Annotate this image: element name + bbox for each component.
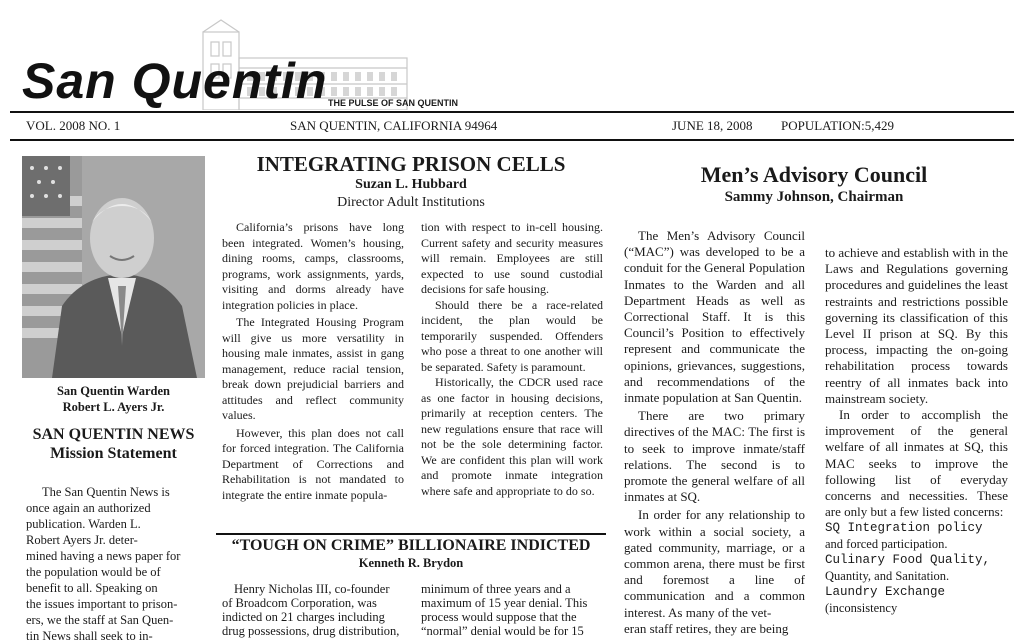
- article2-column2: [421, 582, 605, 638]
- photo-caption-line2: Robert L. Ayers Jr.: [62, 400, 165, 414]
- mission-line: once again an authorized: [26, 501, 151, 515]
- concern-item: SQ Integration policy: [825, 521, 983, 536]
- article2-line: of Broadcom Corporation, was: [222, 596, 377, 610]
- article2-line: indicted on 21 charges including: [222, 610, 385, 624]
- article1-paragraph: tion with respect to in-cell housing. Current safety and security measures will remain. Employees are still expected to use sound custodial decisions for safe housing.: [421, 220, 603, 296]
- article2-line: process would suppose that the: [421, 610, 577, 624]
- mission-subtitle: Mission Statement: [50, 445, 177, 462]
- article1-column1: [222, 220, 404, 503]
- article3-paragraph: to achieve and establish with in the Laws and Regulations governing procedures and guidelines the least restraints and restrictions possible governing its classification of this Level II prison at SQ. By this process, impacting the on-going rehabilitation process towards reentry of all inmates back into mainstream society.: [825, 245, 1008, 406]
- population-count: POPULATION:5,429: [781, 118, 895, 133]
- article3-column2: [825, 245, 1008, 616]
- mission-text: [26, 484, 204, 644]
- article2-line: minimum of three years and a: [421, 582, 571, 596]
- mission-line: The San Quentin News is: [42, 485, 170, 499]
- mission-line: tin News shall seek to in-: [26, 629, 153, 643]
- masthead-tagline: THE PULSE OF SAN QUENTIN: [328, 98, 459, 108]
- warden-portrait-illustration: [22, 156, 205, 378]
- issue-date: JUNE 18, 2008: [672, 118, 753, 133]
- article2-column1: [222, 582, 406, 638]
- article1-byline: Suzan L. Hubbard: [355, 177, 467, 192]
- article2-line: maximum of 15 year denial. This: [421, 596, 588, 610]
- mission-line: ers, we the staff at San Quen-: [26, 613, 174, 627]
- article3-paragraph: The Men’s Advisory Council (“MAC”) was developed to be a conduit for the General Population Inmates to the Warden and all Department Heads as well as Correctional Staff. It is this Council’s Position to effectively represent and communicate the opinions, grievances, suggestions, and recommendations of the inmate population at San Quentin.: [624, 228, 805, 406]
- location: SAN QUENTIN, CALIFORNIA 94964: [290, 118, 498, 133]
- article3-paragraph: There are two primary directives of the MAC: The first is to seek to improve inmate/staff relations. The second is to promote the general welfare of all inmates at SQ.: [624, 408, 805, 505]
- article3-column1: [624, 228, 805, 637]
- masthead-title: San Quentin: [22, 53, 328, 109]
- article1-paragraph: California’s prisons have long been integrated. Women’s housing, dining rooms, camps, classrooms, programs, work assignments, yards, visiting and dorms already have integration policies in place.: [222, 220, 404, 312]
- concern-item: Culinary Food Quality,: [825, 553, 991, 568]
- info-bottom-rule: [10, 139, 1014, 141]
- article3-paragraph: eran staff retires, they are being: [624, 620, 789, 636]
- mission-line: benefit to all. Speaking on: [26, 581, 158, 595]
- article1-paragraph: The Integrated Housing Program will give us more versatility in housing male inmates, assist in gang management, reduce racial tension, break down prejudicial barriers and attitudes and reflect community values.: [222, 315, 404, 422]
- article1-paragraph: Should there be a race-related incident, the plan would be temporarily suspended. Offenders who pose a threat to one another will be separated. Safety is paramount.: [421, 297, 603, 374]
- photo-caption-line1: San Quentin Warden: [56, 384, 170, 398]
- concern-item: Quantity, and Sanitation.: [825, 569, 950, 584]
- mission-line: Robert Ayers Jr. deter-: [26, 533, 138, 547]
- warden-photo: [22, 156, 205, 378]
- article2-headline: “TOUGH ON CRIME” BILLIONAIRE INDICTED: [231, 537, 591, 554]
- concern-item: Laundry Exchange: [825, 585, 946, 600]
- mission-title: SAN QUENTIN NEWS: [32, 426, 195, 443]
- concern-item: and forced participation.: [825, 537, 948, 552]
- article2-line: Henry Nicholas III, co-founder: [234, 582, 390, 596]
- article1-paragraph: Historically, the CDCR used race as one factor in housing decisions, primarily at reception centers. The new regulations ensure that race will not be the sole determining factor. We are confident this plan will work and promote inmate integration where safe and appropriate to do so.: [421, 375, 603, 498]
- article2-byline: Kenneth R. Brydon: [358, 556, 464, 570]
- mission-line: mined having a news paper for: [26, 549, 181, 563]
- article3-byline: Sammy Johnson, Chairman: [724, 189, 904, 205]
- mission-line: the issues important to prison-: [26, 597, 178, 611]
- volume-number: VOL. 2008 NO. 1: [26, 118, 121, 133]
- article1-author-role: Director Adult Institutions: [337, 195, 485, 210]
- article3-paragraph: In order to accomplish the improvement of the general welfare of all inmates at SQ, this MAC seeks to improve the following list of everyday concerns and necessities. These are only but a few listed concerns:: [825, 407, 1008, 520]
- article2-line: drug possessions, drug distribution,: [222, 624, 400, 638]
- concern-item: (inconsistency: [825, 601, 898, 616]
- article2-line: “normal” denial would be for 15: [421, 624, 584, 638]
- top-rule: [10, 111, 1014, 113]
- mission-line: publication. Warden L.: [26, 517, 141, 531]
- article3-headline: Men’s Advisory Council: [700, 162, 928, 187]
- article-divider: [216, 533, 606, 535]
- article1-column2: [421, 220, 603, 499]
- concerns-list: [825, 520, 1008, 616]
- article1-paragraph: However, this plan does not call for forced integration. The California Department of Corrections and Rehabilitation is not mandated to integrate the entire inmate popula-: [222, 425, 404, 502]
- mission-line: the population would be of: [26, 565, 161, 579]
- article1-headline: INTEGRATING PRISON CELLS: [256, 152, 566, 176]
- article3-paragraph: In order for any relationship to work within a social society, a gated community, marriage, or a common arena, there must be first and foremost a line of communication and a common interest. As many of the vet-: [624, 507, 805, 620]
